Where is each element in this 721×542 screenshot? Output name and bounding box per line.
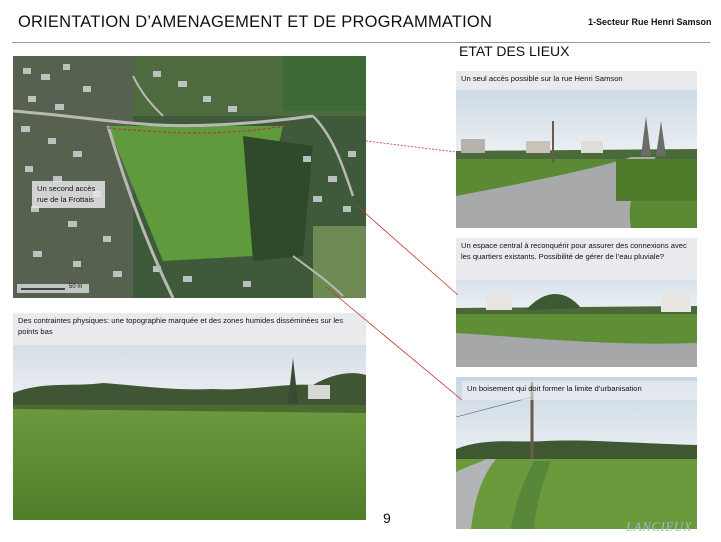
photo-caption-central: Un espace central à reconquérir pour assurer des connexions avec les quartiers existants. Possibilité de gérer de l’eau pluviale? — [456, 238, 697, 280]
connector-line-2 — [356, 205, 458, 295]
photo-caption-woodland: Un boisement qui doit former la limite d’urbanisation — [462, 381, 697, 400]
section-title: ETAT DES LIEUX — [459, 43, 570, 59]
sector-label: 1-Secteur Rue Henri Samson — [588, 17, 712, 27]
lancieux-logo: LANCIEUX — [626, 519, 693, 534]
photo-caption-access: Un seul accès possible sur la rue Henri Samson — [456, 71, 697, 90]
scale-text: 50 m — [69, 284, 83, 290]
connector-line-1 — [366, 141, 456, 152]
aerial-label: Un second accès rue de la Frottais — [32, 181, 105, 208]
page-number: 9 — [383, 510, 391, 526]
connector-line-3 — [326, 287, 462, 400]
landscape-caption: Des contraintes physiques: une topographie marquée et des zones humides disséminées sur les points bas — [13, 313, 366, 345]
page-title: ORIENTATION D’AMENAGEMENT ET DE PROGRAMMATION — [18, 13, 493, 31]
